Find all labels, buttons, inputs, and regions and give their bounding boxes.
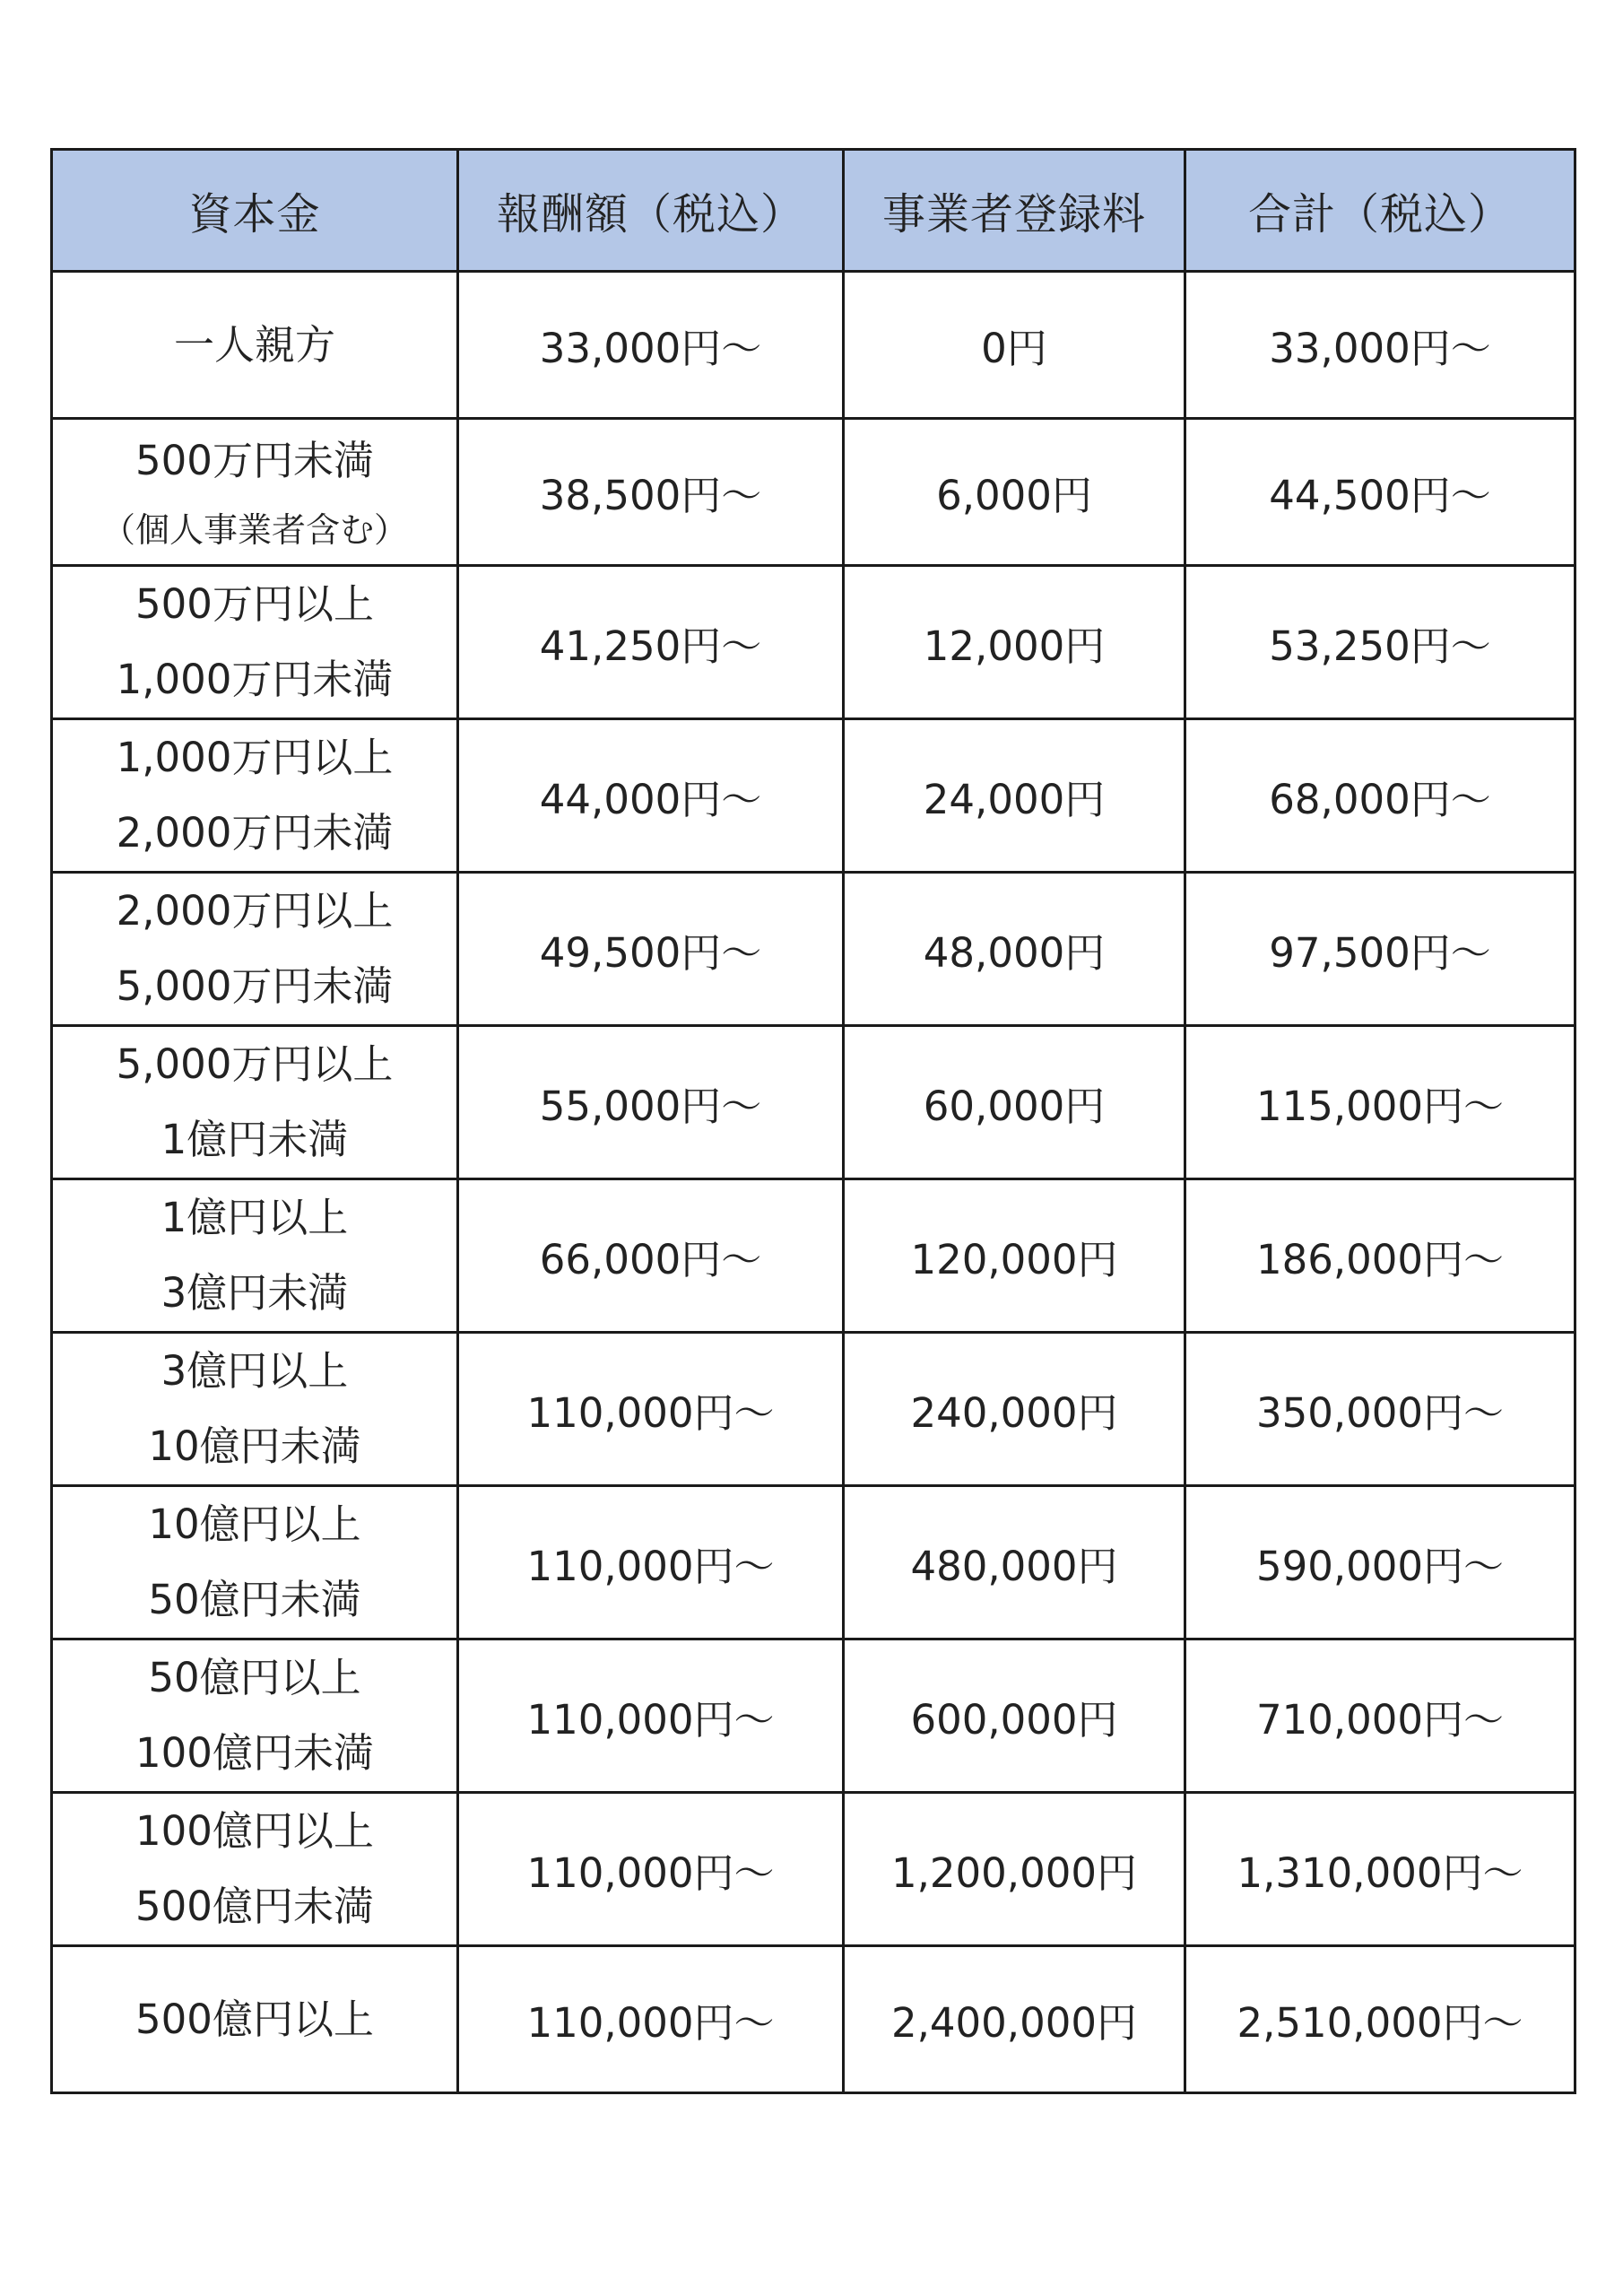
cell-fee: 110,000円〜 — [458, 1946, 844, 2093]
table-row — [52, 1639, 1575, 1793]
cell-total: 44,500円〜 — [1185, 419, 1575, 566]
cell-registration: 12,000円 — [844, 566, 1185, 719]
cell-capital — [52, 1639, 458, 1793]
cell-total: 1,310,000円〜 — [1185, 1793, 1575, 1946]
table-row — [52, 719, 1575, 873]
cell-registration: 240,000円 — [844, 1333, 1185, 1486]
cell-capital — [52, 1179, 458, 1333]
table-body — [52, 272, 1575, 2093]
capital-range-text: 500万円以上 — [135, 580, 374, 628]
cell-registration: 2,400,000円 — [844, 1946, 1185, 2093]
cell-registration: 48,000円 — [844, 873, 1185, 1026]
cell-total: 2,510,000円〜 — [1185, 1946, 1575, 2093]
capital-range-text: 100億円以上 — [135, 1807, 374, 1855]
cell-capital — [52, 566, 458, 719]
capital-range-text: 1,000万円以上 — [116, 734, 394, 781]
cell-capital — [52, 1026, 458, 1179]
cell-fee: 110,000円〜 — [458, 1639, 844, 1793]
cell-total: 710,000円〜 — [1185, 1639, 1575, 1793]
cell-total: 186,000円〜 — [1185, 1179, 1575, 1333]
cell-fee: 110,000円〜 — [458, 1333, 844, 1486]
capital-range-text: 500億円以上 — [135, 1995, 374, 2043]
table-row — [52, 1793, 1575, 1946]
capital-range-text: 500万円未満 — [135, 436, 374, 484]
cell-capital — [52, 719, 458, 873]
cell-fee: 33,000円〜 — [458, 272, 844, 419]
cell-fee: 41,250円〜 — [458, 566, 844, 719]
capital-range-text: 3億円以上 — [161, 1347, 349, 1395]
cell-registration: 60,000円 — [844, 1026, 1185, 1179]
cell-total: 590,000円〜 — [1185, 1486, 1575, 1639]
cell-fee: 44,000円〜 — [458, 719, 844, 873]
cell-fee: 66,000円〜 — [458, 1179, 844, 1333]
cell-registration: 0円 — [844, 272, 1185, 419]
cell-registration: 480,000円 — [844, 1486, 1185, 1639]
fee-table — [50, 148, 1576, 2094]
table-row — [52, 1946, 1575, 2093]
table-row — [52, 1486, 1575, 1639]
cell-registration: 120,000円 — [844, 1179, 1185, 1333]
cell-total: 68,000円〜 — [1185, 719, 1575, 873]
capital-range-text: 一人親方 — [173, 320, 335, 369]
cell-fee: 38,500円〜 — [458, 419, 844, 566]
table-row — [52, 566, 1575, 719]
capital-range-text: 100億円未満 — [135, 1729, 374, 1777]
capital-range-text: 500億円未満 — [135, 1883, 374, 1930]
cell-capital — [52, 873, 458, 1026]
header-capital: 資本金 — [52, 150, 458, 272]
capital-range-text: 1,000万円未満 — [116, 656, 394, 703]
header-total: 合計（税込） — [1185, 150, 1575, 272]
cell-total: 53,250円〜 — [1185, 566, 1575, 719]
cell-fee: 110,000円〜 — [458, 1793, 844, 1946]
capital-range-text: 2,000万円未満 — [116, 809, 394, 857]
capital-range-text: 10億円未満 — [148, 1422, 361, 1470]
table-row — [52, 272, 1575, 419]
cell-capital — [52, 272, 458, 419]
cell-capital — [52, 1793, 458, 1946]
cell-registration: 600,000円 — [844, 1639, 1185, 1793]
cell-registration: 24,000円 — [844, 719, 1185, 873]
cell-capital — [52, 1333, 458, 1486]
cell-total: 33,000円〜 — [1185, 272, 1575, 419]
cell-total: 350,000円〜 — [1185, 1333, 1575, 1486]
table-row — [52, 1333, 1575, 1486]
capital-range-text: 2,000万円以上 — [116, 887, 394, 935]
capital-range-text: 50億円以上 — [148, 1654, 361, 1701]
cell-capital — [52, 419, 458, 566]
cell-total: 97,500円〜 — [1185, 873, 1575, 1026]
capital-note-text: （個人事業者含む） — [100, 509, 408, 550]
table-row — [52, 1026, 1575, 1179]
cell-fee: 49,500円〜 — [458, 873, 844, 1026]
cell-fee: 110,000円〜 — [458, 1486, 844, 1639]
cell-capital — [52, 1486, 458, 1639]
cell-total: 115,000円〜 — [1185, 1026, 1575, 1179]
cell-registration: 1,200,000円 — [844, 1793, 1185, 1946]
capital-range-text: 1億円以上 — [161, 1194, 349, 1241]
cell-registration: 6,000円 — [844, 419, 1185, 566]
cell-fee: 55,000円〜 — [458, 1026, 844, 1179]
cell-capital — [52, 1946, 458, 2093]
capital-range-text: 10億円以上 — [148, 1500, 361, 1548]
table-row — [52, 1179, 1575, 1333]
capital-range-text: 3億円未満 — [161, 1269, 349, 1317]
capital-range-text: 5,000万円以上 — [116, 1040, 394, 1088]
capital-range-text: 1億円未満 — [161, 1116, 349, 1163]
capital-range-text: 5,000万円未満 — [116, 962, 394, 1010]
header-row — [52, 150, 1575, 272]
header-fee: 報酬額（税込） — [458, 150, 844, 272]
table-row — [52, 419, 1575, 566]
table-header — [52, 150, 1575, 272]
table-row — [52, 873, 1575, 1026]
capital-range-text: 50億円未満 — [148, 1576, 361, 1623]
header-registration: 事業者登録料 — [844, 150, 1185, 272]
